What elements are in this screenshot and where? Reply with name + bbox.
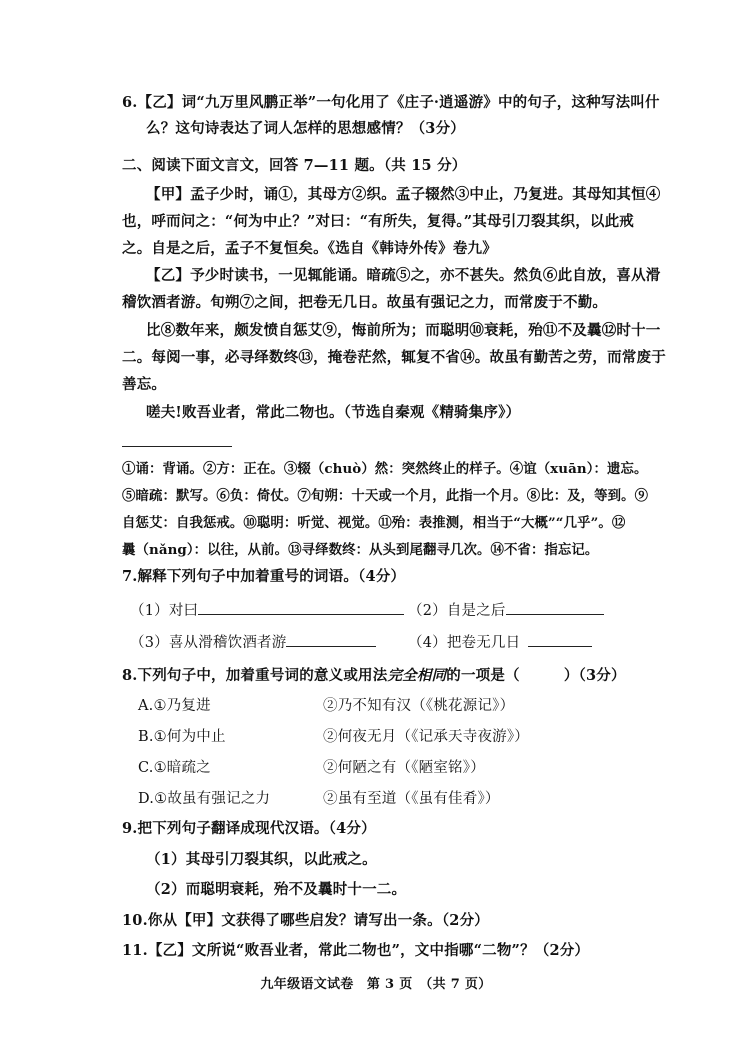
q8-option-d-right: ②虽有至道（《虽有佳肴》） bbox=[323, 791, 500, 807]
passage-line: 【甲】孟子少时，诵①，其母方②织。孟子辍然③中止，乃复进。其母知其恒④ bbox=[146, 186, 661, 203]
passage-line: 嗟夫!败吾业者，常此二物也。（节选自秦观《精骑集序》） bbox=[146, 404, 521, 421]
q8-option-c-right: ②何陋之有（《陋室铭》） bbox=[323, 760, 485, 776]
passage-line: 【乙】予少时读书，一见辄能诵。暗疏⑤之，亦不甚失。然负⑥此自放，喜从滑 bbox=[146, 267, 661, 284]
q7-item-label: （2）自是之后 bbox=[408, 603, 506, 619]
passage-line: 稽饮酒者游。旬朔⑦之间，把卷无几日。故虽有强记之力，而常废于不勤。 bbox=[122, 294, 608, 311]
footnote-line: ①诵：背诵。②方：正在。③辍（chuò）然：突然终止的样子。④谊（xuān）：遗忘。 bbox=[122, 461, 648, 477]
q9-item-1: （1）其母引刀裂其织，以此戒之。 bbox=[146, 851, 377, 868]
q8-option-a-right: ②乃不知有汉（《桃花源记》） bbox=[323, 698, 515, 714]
answer-blank[interactable] bbox=[528, 632, 592, 647]
footnote-divider bbox=[122, 446, 232, 447]
answer-blank[interactable] bbox=[506, 600, 604, 615]
passage-line: 二。每阅一事，必寻绎数终⑬，掩卷茫然，辄复不省⑭。故虽有勤苦之劳，而常废于 bbox=[122, 349, 666, 366]
q6-line1: 6.【乙】词“九万里风鹏正举”一句化用了《庄子·逍遥游》中的句子，这种写法叫什 bbox=[122, 94, 660, 111]
section2-heading: 二、阅读下面文言文，回答 7—11 题。（共 15 分） bbox=[122, 157, 467, 174]
footnote-line: 曩（nǎng）：以往，从前。⑬寻绎数终：从头到尾翻寻几次。⑭不省：指忘记。 bbox=[122, 542, 599, 558]
q7-item-label: （3）喜从滑稽饮酒者游 bbox=[130, 635, 287, 651]
q7-item-label: （4）把卷无几日 bbox=[408, 635, 521, 651]
q8-option-b-right: ②何夜无月（《记承天寺夜游》） bbox=[323, 729, 529, 745]
q8-option-c-left: C.①暗疏之 bbox=[138, 760, 211, 776]
q8-stem bbox=[122, 665, 626, 687]
q9-item-2: （2）而聪明衰耗，殆不及曩时十一二。 bbox=[146, 881, 407, 898]
passage-line: 也，呼而问之：“何为中止？”对曰：“有所失，复得。”其母引刀裂其织，以此戒 bbox=[122, 213, 635, 230]
q8-stem-emphasis: 完全相同 bbox=[387, 667, 447, 684]
q11: 11.【乙】文所说“败吾业者，常此二物也”，文中指哪“二物”？（2分） bbox=[122, 942, 590, 959]
q7-item-label: （1）对曰 bbox=[130, 603, 199, 619]
passage-line: 善忘。 bbox=[122, 376, 167, 393]
q7-item-2 bbox=[408, 600, 604, 622]
q6-line2: 么？这句诗表达了词人怎样的思想感情？（3分） bbox=[146, 120, 465, 137]
q8-stem-text: 8.下列句子中，加着重号词的意义或用法 bbox=[122, 667, 388, 684]
q7-item-1 bbox=[130, 600, 404, 622]
q7-item-4 bbox=[408, 632, 592, 654]
footnote-line: 自惩艾：自我惩戒。⑩聪明：听觉、视觉。⑪殆：表推测，相当于“大概”“几乎”。⑫ bbox=[122, 515, 626, 531]
answer-blank[interactable] bbox=[198, 600, 404, 615]
q8-option-a-left: A.①乃复进 bbox=[138, 698, 211, 714]
passage-line: 比⑧数年来，颇发愤自惩艾⑨，悔前所为；而聪明⑩衰耗，殆⑪不及曩⑫时十一 bbox=[146, 322, 661, 339]
q9-stem: 9.把下列句子翻译成现代汉语。（4分） bbox=[122, 820, 376, 837]
q7-item-3 bbox=[130, 632, 376, 654]
q8-stem-tail: 的一项是（ ）（3分） bbox=[446, 667, 626, 684]
q10: 10.你从【甲】文获得了哪些启发？请写出一条。（2分） bbox=[122, 912, 489, 929]
footnote-line: ⑤暗疏：默写。⑥负：倚仗。⑦旬朔：十天或一个月，此指一个月。⑧比：及，等到。⑨ bbox=[122, 488, 649, 504]
q8-option-b-left: B.①何为中止 bbox=[138, 729, 226, 745]
passage-line: 之。自是之后，孟子不复恒矣。《选自《韩诗外传》卷九》 bbox=[122, 240, 497, 257]
q8-option-d-left: D.①故虽有强记之力 bbox=[138, 791, 271, 807]
page-footer: 九年级语文试卷 第 3 页 （共 7 页） bbox=[260, 977, 492, 992]
q7-stem: 7.解释下列句子中加着重号的词语。（4分） bbox=[122, 568, 406, 585]
answer-blank[interactable] bbox=[286, 632, 376, 647]
